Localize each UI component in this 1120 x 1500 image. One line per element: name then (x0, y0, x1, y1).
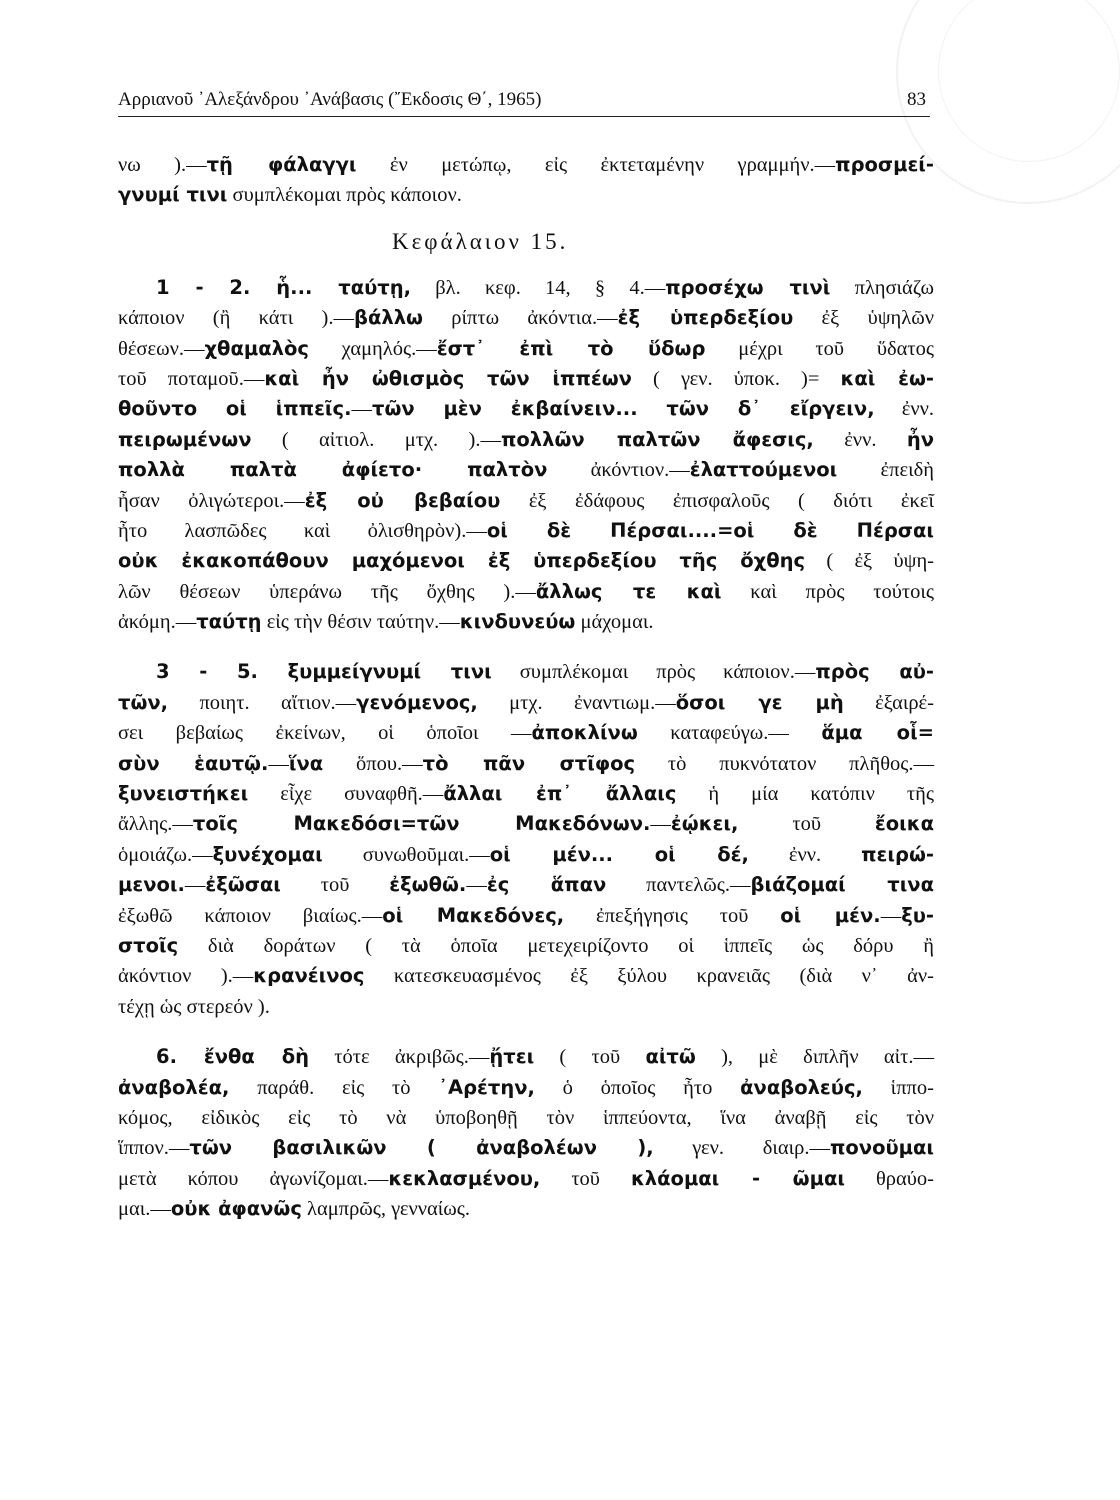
text-line (118, 364, 934, 394)
text-line (118, 486, 934, 516)
lemma: 6. ἔνθα δὴ (156, 1045, 310, 1069)
gloss: λαμπρῶς, γενναίως. (301, 1198, 471, 1221)
lemma: ἀποκλίνω (531, 721, 638, 745)
lemma: ξυνέχομαι (212, 842, 323, 866)
text-line (118, 718, 934, 748)
gloss: — (466, 874, 487, 897)
lemma: κλάομαι - ῶμαι (630, 1166, 845, 1190)
lemma: τὸ πᾶν στῖφος (422, 751, 636, 775)
chapter-heading: Κεφάλαιον 15. (392, 228, 569, 254)
gloss: ὁμοιάζω.— (118, 843, 213, 866)
gloss: κάποιον (ἢ κάτι ).— (118, 307, 354, 330)
gloss: κόμος, εἰδικὸς εἰς τὸ νὰ ὑποβοηθῇ τὸν ἱππεύοντα, ἵνα ἀναβῇ εἰς τὸν (118, 1106, 934, 1129)
lemma: πρὸς αὐ- (815, 660, 934, 684)
lemma: ὅσοι γε μὴ (675, 690, 844, 714)
text-line (118, 840, 934, 870)
lemma: κεκλασμένου, (388, 1166, 541, 1190)
gloss: ἐν μετώπῳ, εἰς ἐκτεταμένην γραμμήν.— (356, 154, 836, 176)
lemma: ἀναβολέα, (118, 1075, 230, 1099)
lemma: ἐῴκει, (670, 812, 739, 836)
gloss: χαμηλός.— (308, 337, 437, 360)
text-line (118, 992, 934, 1022)
gloss: μέχρι τοῦ ὕδατος (705, 337, 934, 360)
lemma: οἱ Μακεδόνες, (382, 903, 565, 927)
text-line (118, 455, 934, 485)
lemma: πονοῦμαι (829, 1136, 934, 1160)
text-line (118, 1042, 934, 1072)
gloss: — (351, 398, 372, 421)
gloss: ὁ ὁποῖος ἦτο (534, 1076, 741, 1099)
gloss: εἰς τὴν θέσιν ταύτην.— (261, 611, 460, 634)
lemma: ἐλαττούμενοι (689, 458, 838, 482)
text-line (118, 870, 934, 900)
gloss: ἵππον.— (118, 1137, 190, 1160)
gloss: ἐπεξήγησις τοῦ (564, 904, 781, 927)
lemma: πολλὰ παλτὰ ἀφίετο· παλτὸν (118, 458, 548, 482)
lemma: χθαμαλὸς (204, 336, 309, 360)
gloss: ἦτο λασπῶδες καὶ ὀλισθηρὸν).— (118, 519, 487, 542)
gloss: ἐξ ὑψηλῶν (793, 307, 934, 330)
lemma: 1 - 2. ἧ... ταύτῃ, (156, 275, 412, 299)
gloss: τοῦ ποταμοῦ.— (118, 367, 265, 390)
gloss: μάχομαι. (575, 611, 654, 634)
lemma: ἄλλως τε καὶ (535, 579, 722, 603)
lemma: ἔστ᾿ ἐπὶ τὸ ὕδωρ (436, 336, 706, 360)
text-line (118, 334, 934, 364)
gloss: σει βεβαίως ἐκείνων, οἱ ὁποῖοι — (118, 722, 532, 745)
gloss: καταφεύγω.— (637, 722, 822, 745)
lemma: οἱ μέν. (780, 903, 881, 927)
lemma: μενοι. (118, 873, 185, 897)
gloss: ἄλλης.— (118, 813, 193, 836)
gloss: ἐπειδὴ (837, 459, 934, 482)
gloss: ὅπου.— (323, 752, 423, 775)
gloss: παντελῶς.— (606, 874, 751, 897)
gloss: ἐνν. (813, 428, 907, 451)
gloss: τέχῃ ὡς στερεόν ). (118, 995, 270, 1018)
text-line (118, 1103, 934, 1133)
lemma: κρανέινος (253, 964, 365, 988)
lemma: οἱ μέν... οἱ δέ, (489, 842, 749, 866)
gloss: τοῦ (540, 1167, 631, 1190)
lemma: βάλλω (354, 306, 423, 330)
text-line (118, 273, 934, 303)
gloss: ( τοῦ (534, 1046, 646, 1069)
gloss: — (880, 904, 902, 927)
lemma: τοῖς Μακεδόσι=τῶν Μακεδόνων. (192, 812, 651, 836)
text-line (118, 931, 934, 961)
gloss: τοῦ (738, 813, 875, 836)
lemma: ἵνα (288, 751, 324, 775)
text-line (118, 607, 934, 637)
text-line (118, 1073, 934, 1103)
gloss: μτχ. ἐναντιωμ.— (477, 691, 676, 714)
text-line (118, 394, 934, 424)
text-line (118, 546, 934, 576)
text-line (118, 779, 934, 809)
text-line (118, 180, 934, 210)
gloss: λῶν θέσεων ὑπεράνω τῆς ὄχθης ).— (118, 580, 536, 603)
text-line (118, 657, 934, 687)
gloss: ἦσαν ὀλιγώτεροι.— (118, 489, 305, 512)
gloss: τότε ἀκριβῶς.— (309, 1046, 490, 1069)
gloss: — (184, 874, 206, 897)
gloss: πλησιάζω (830, 276, 934, 299)
lemma: στοῖς (118, 933, 179, 957)
gloss: νω ).— (118, 154, 207, 176)
lemma: καὶ ἦν ὠθισμὸς τῶν ἱππέων (264, 366, 632, 390)
text-line (118, 516, 934, 546)
lemma: ᾿Αρέτην, (438, 1075, 535, 1099)
text-line (118, 303, 934, 333)
lemma: πειρωμένων (118, 427, 252, 451)
lemma: ἅμα οἷ= (821, 721, 935, 745)
gloss: συμπλέκομαι πρὸς κάποιον.— (491, 661, 816, 684)
gloss: παράθ. εἰς τὸ (229, 1076, 439, 1099)
gloss: ποιητ. αἴτιον.— (168, 691, 357, 714)
gloss: καὶ πρὸς τούτοις (721, 580, 934, 603)
text-line (118, 1133, 934, 1163)
lemma: αἰτῶ (645, 1045, 696, 1069)
lemma: τῶν βασιλικῶν ( ἀναβολέων ), (189, 1136, 654, 1160)
page-number: 83 (907, 89, 926, 110)
lemma: τῶν, (118, 690, 169, 714)
lemma: ἦν (906, 427, 934, 451)
lemma: ξυνειστήκει (118, 782, 249, 806)
gloss: ἀκόμη.— (118, 611, 197, 634)
gloss: θραύο- (844, 1167, 934, 1190)
gloss: τὸ πυκνότατον πλῆθος.— (635, 752, 935, 775)
gloss: μαι.— (118, 1198, 171, 1221)
lemma: ἀναβολεύς, (740, 1075, 863, 1099)
text-line (118, 901, 934, 931)
gloss: ἐνν. (874, 398, 934, 421)
gloss: ἀκόντιον ).— (118, 965, 254, 988)
lemma: ἐξῶσαι (205, 873, 281, 897)
paragraph-section-6 (118, 1042, 934, 1224)
text-line (118, 425, 934, 455)
paragraph-section-3-5 (118, 657, 934, 1022)
paragraph-intro (118, 150, 934, 211)
lemma: σὺν ἑαυτῷ. (118, 751, 269, 775)
lemma: πολλῶν παλτῶν ἄφεσις, (500, 427, 814, 451)
lemma: ἐξωθῶ. (389, 873, 467, 897)
lemma: ἄλλαι ἐπ᾿ ἄλλαις (443, 782, 677, 806)
paragraph-section-1-2 (118, 273, 934, 638)
gloss: κατεσκευασμένος ἐξ ξύλου κρανειᾶς (διὰ ν᾿ ἀν- (364, 965, 934, 988)
lemma: οἱ δὲ Πέρσαι....=οἱ δὲ Πέρσαι (486, 518, 934, 542)
gloss: τοῦ (280, 874, 390, 897)
lemma: ταύτῃ (196, 610, 262, 634)
lemma: ἐς ἅπαν (486, 873, 607, 897)
lemma: τῶν μὲν ἐκβαίνειν... τῶν δ᾿ εἴργειν, (372, 397, 875, 421)
gloss: ἐξωθῶ κάποιον βιαίως.— (118, 904, 383, 927)
gloss: γεν. διαιρ.— (653, 1137, 830, 1160)
gloss: ( αἰτιολ. μτχ. ).— (251, 428, 501, 451)
lemma: καὶ ἐω- (840, 366, 935, 390)
running-header (118, 86, 930, 117)
lemma: ἐξ ὑπερδεξίου (617, 306, 794, 330)
lemma: τῇ φάλαγγι (206, 153, 357, 176)
text-line (118, 961, 934, 991)
lemma: ξυ- (901, 903, 934, 927)
text-line (118, 1194, 934, 1224)
gloss: ἱππο- (862, 1076, 934, 1099)
gloss: ἐξ ἐδάφους ἐπισφαλοῦς ( διότι ἐκεῖ (500, 489, 934, 512)
text-line (118, 809, 934, 839)
gloss: μετὰ κόπου ἀγωνίζομαι.— (118, 1167, 389, 1190)
gloss: εἶχε συναφθῆ.— (248, 783, 444, 806)
text-line (118, 688, 934, 718)
gloss: — (650, 813, 671, 836)
lemma: κινδυνεύω (459, 610, 576, 634)
lemma: προσμεί- (835, 153, 935, 176)
gloss: ( ἐξ ὑψη- (805, 550, 934, 573)
gloss: βλ. κεφ. 14, § 4.— (411, 276, 666, 299)
lemma: προσέχω τινὶ (665, 275, 831, 299)
gloss: συμπλέκομαι πρὸς κάποιον. (227, 184, 462, 207)
gloss: ἀκόντιον.— (547, 459, 690, 482)
lemma: ἐξ οὐ βεβαίου (304, 488, 501, 512)
lemma: οὐκ ἐκακοπάθουν μαχόμενοι ἐξ ὑπερδεξίου τῆς ὄχθης (118, 549, 806, 573)
commentary-body (118, 150, 934, 1225)
gloss: ἐξαιρέ- (843, 691, 934, 714)
text-line (118, 577, 934, 607)
lemma: πειρώ- (861, 842, 934, 866)
text-line (118, 749, 934, 779)
lemma: ἔοικα (874, 812, 934, 836)
lemma: οὐκ ἀφανῶς (170, 1197, 302, 1221)
gloss: ), μὲ διπλῆν αἰτ.— (695, 1046, 935, 1069)
lemma: γενόμενος, (356, 690, 478, 714)
gloss: θέσεων.— (118, 337, 205, 360)
gloss: ἡ μία κατόπιν τῆς (676, 783, 934, 806)
lemma: γνυμί τινι (118, 183, 228, 207)
text-line (118, 150, 934, 180)
lemma: 3 - 5. ξυμμείγνυμί τινι (156, 660, 492, 684)
running-title: Αρριανοῦ ᾿Αλεξάνδρου ᾿Ανάβασις (῎Εκδοσις Θ΄, 1965) (118, 89, 542, 110)
lemma: θοῦντο οἱ ἱππεῖς. (118, 397, 352, 421)
lemma: ᾔτει (489, 1045, 535, 1069)
gloss: ἐνν. (748, 843, 862, 866)
gloss: ( γεν. ὑποκ. )= (631, 367, 841, 390)
text-line (118, 1164, 934, 1194)
gloss: συνωθοῦμαι.— (322, 843, 490, 866)
gloss: διὰ δοράτων ( τὰ ὁποῖα μετεχειρίζοντο οἱ ἱππεῖς ὡς δόρυ ἢ (178, 934, 934, 957)
gloss: ρίπτω ἀκόντια.— (422, 307, 618, 330)
lemma: βιάζομαί τινα (750, 873, 934, 897)
gloss: — (268, 752, 289, 775)
